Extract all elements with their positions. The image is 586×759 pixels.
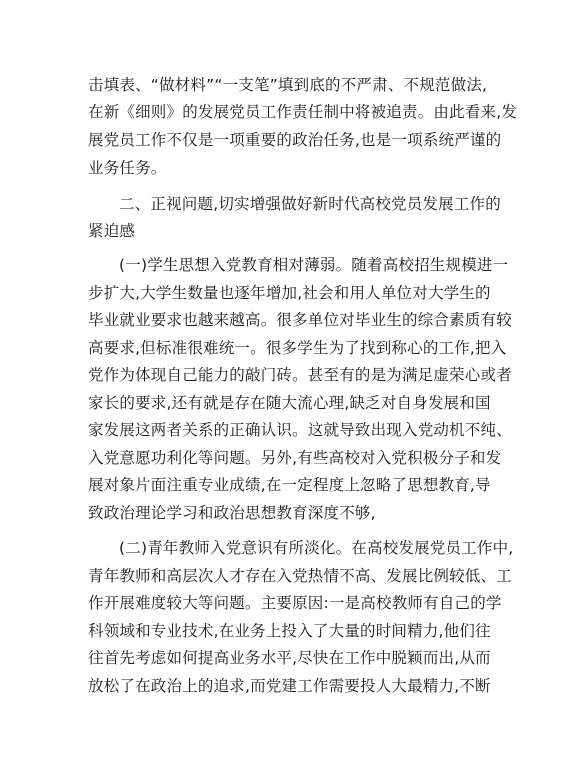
text-line: 毕业就业要求也越来越高。很多单位对毕业生的综合素质有较	[88, 311, 512, 329]
text-line: 致政治理论学习和政治思想教育深度不够,	[88, 504, 376, 522]
text-line: 击填表、“做材料”“一支笔”填到底的不严肃、不规范做法,	[88, 76, 488, 94]
text-line: 放松了在政治上的追求,而党建工作需要投人大最精力,不断	[88, 677, 491, 695]
text-line: 业务任务。	[88, 159, 167, 177]
text-line: 科领域和专业技术,在业务上投入了大量的时间精力,他们往	[88, 622, 491, 640]
text-line: 在新《细则》的发展党员工作责任制中将被追责。由此看来,发	[88, 103, 518, 121]
section-heading: 二、正视问题,切实增强做好新时代高校党员发展工作的	[119, 195, 501, 213]
text-line: 展党员工作不仅是一项重要的政治任务,也是一项系统严谨的	[88, 131, 502, 149]
text-line: 往首先考虑如何提高业务水平,尽快在工作中脱颖而出,从而	[88, 649, 491, 667]
text-line: 步扩大,大学生数量也逐年增加,社会和用人单位对大学生的	[88, 284, 491, 302]
paragraph-start: (二)青年教师入党意识有所淡化。在高校发展党员工作中,	[119, 539, 514, 557]
text-line: 展对象片面注重专业成绩,在一定程度上忽略了思想教育,导	[88, 476, 491, 494]
text-line: 党作为体现自己能力的敲门砖。甚至有的是为满足虚荣心或者	[88, 366, 512, 384]
text-line: 家长的要求,还有就是存在随大流心理,缺乏对自身发展和国	[88, 394, 491, 412]
text-line: 青年教师和高层次人才存在入党热情不高、发展比例较低、工	[88, 567, 512, 585]
text-line: 入党意愿功利化等问题。另外,有些高校对入党积极分子和发	[88, 449, 502, 467]
text-line: 高要求,但标准很难统一。很多学生为了找到称心的工作,把入	[88, 339, 507, 357]
text-line: 家发展这两者关系的正确认识。这就导致出现入党动机不纯、	[88, 421, 512, 439]
section-heading-continued: 紧迫感	[88, 222, 136, 240]
text-line: 作开展难度较大等问题。主要原因:一是高校教师有自己的学	[88, 594, 502, 612]
paragraph-start: (一)学生思想入党教育相对薄弱。随着高校招生规模进一	[119, 256, 509, 274]
